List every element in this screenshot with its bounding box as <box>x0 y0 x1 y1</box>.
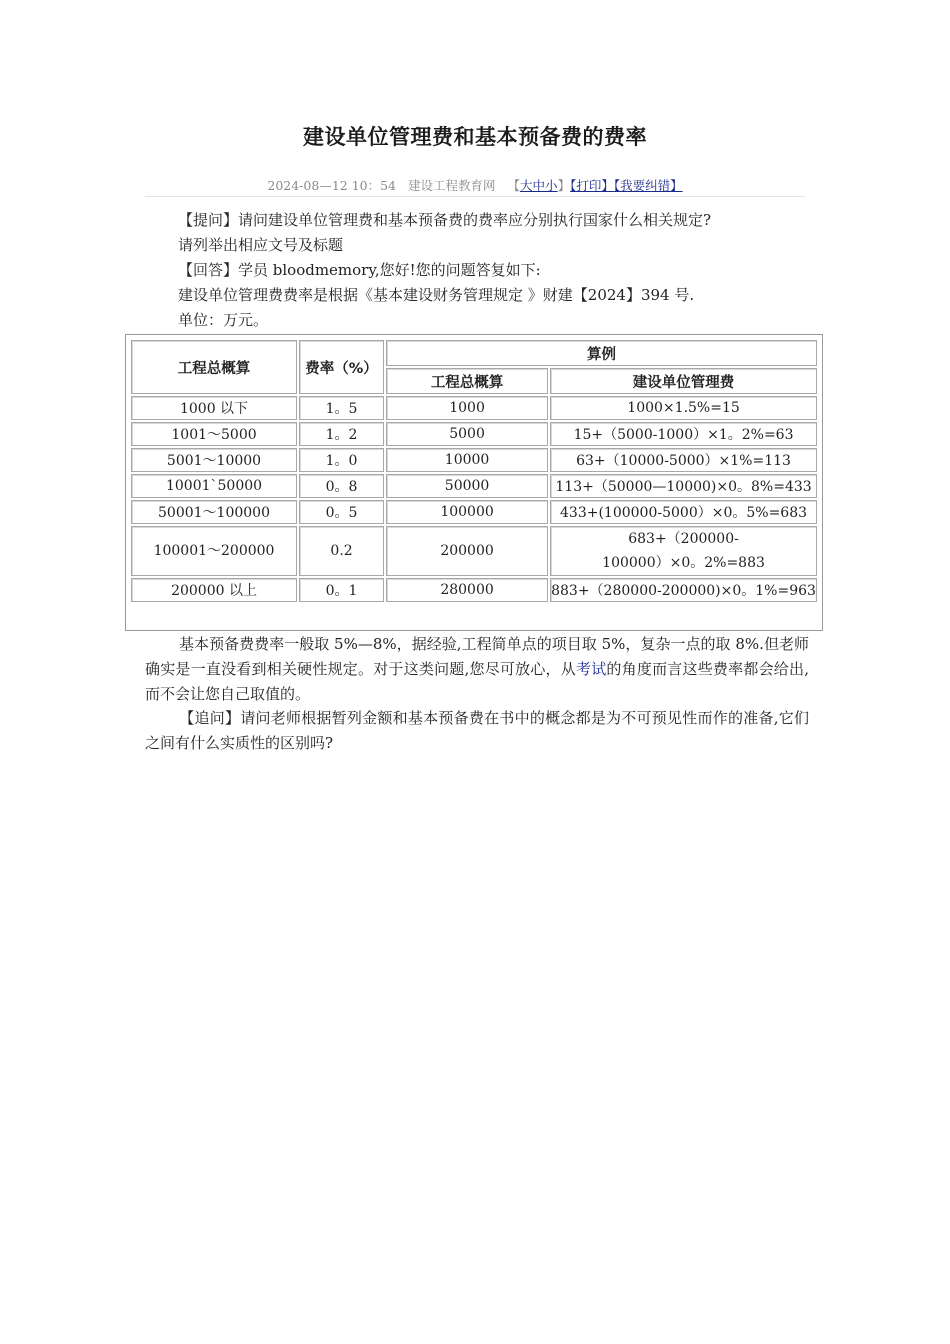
cell-total: 10000 <box>386 448 548 472</box>
publish-datetime: 2024-08—12 10：54 <box>267 178 397 193</box>
cell-range: 5001～10000 <box>131 448 297 472</box>
cell-total: 280000 <box>386 578 548 602</box>
cell-fee-line-1: 683+（200000- <box>628 531 739 547</box>
size-bracket-close: 】 <box>557 178 571 193</box>
size-bracket-open: 【 <box>507 178 521 193</box>
article-meta <box>145 176 805 194</box>
header-example-total: 工程总概算 <box>386 368 548 394</box>
unit-line: 单位：万元。 <box>178 311 269 329</box>
article-title: 建设单位管理费和基本预备费的费率 <box>303 125 647 149</box>
exam-link[interactable]: 考试 <box>575 660 607 678</box>
header-total-estimate: 工程总概算 <box>131 340 297 394</box>
cell-fee: 1000×1.5%=15 <box>550 396 817 420</box>
cell-rate: 1。0 <box>299 448 384 472</box>
cell-fee: 113+（50000—10000)×0。8%=433 <box>550 474 817 498</box>
question-line-2: 请列举出相应文号及标题 <box>178 236 344 254</box>
table-row <box>131 474 817 498</box>
font-size-link[interactable]: 大中小 <box>520 178 558 193</box>
cell-range: 1001～5000 <box>131 422 297 446</box>
followup-text: 【追问】请问老师根据暂列金额和基本预备费在书中的概念都是为不可预见性而作的准备,它们之间有什么实质性的区别吗? <box>145 709 809 752</box>
cell-fee <box>550 526 817 576</box>
cell-range: 200000 以上 <box>131 578 297 602</box>
rate-table <box>129 338 819 604</box>
cell-total: 1000 <box>386 396 548 420</box>
answer-paragraph-text-a: 基本预备费费率一般取 5%—8%，据经验,工程简单点的项目取 5%，复杂一点的取 8%.但老师确实是一直没看到相关硬性规定。对于这类问题,您尽可放心，从 <box>145 635 809 678</box>
table-row <box>131 526 817 576</box>
answer-paragraph-text-b: 的角度而言这些费率都会给出,而不会让您自己取值的。 <box>145 660 809 703</box>
cell-rate: 1。5 <box>299 396 384 420</box>
cell-range: 100001～200000 <box>131 526 297 576</box>
table-row <box>131 396 817 420</box>
cell-rate: 1。2 <box>299 422 384 446</box>
cell-total: 50000 <box>386 474 548 498</box>
cell-fee: 15+（5000-1000）×1。2%=63 <box>550 422 817 446</box>
cell-fee-line-2: 100000）×0。2%=883 <box>602 555 765 571</box>
cell-fee: 883+（280000-200000)×0。1%=963 <box>550 578 817 602</box>
answer-line-1: 【回答】学员 bloodmemory,您好!您的问题答复如下: <box>178 261 541 279</box>
cell-total: 100000 <box>386 500 548 524</box>
table-row <box>131 422 817 446</box>
print-link[interactable]: 【打印】 <box>570 178 614 193</box>
source-name: 建设工程教育网 <box>408 178 496 193</box>
header-rate: 费率（%） <box>299 340 384 394</box>
cell-range: 10001`50000 <box>131 474 297 498</box>
cell-total: 200000 <box>386 526 548 576</box>
cell-range: 1000 以下 <box>131 396 297 420</box>
cell-rate: 0。8 <box>299 474 384 498</box>
table-row <box>131 448 817 472</box>
table-row <box>131 500 817 524</box>
cell-rate: 0。5 <box>299 500 384 524</box>
meta-divider <box>145 196 805 197</box>
header-example-group: 算例 <box>386 340 817 366</box>
table-row <box>131 578 817 602</box>
answer-line-2: 建设单位管理费费率是根据《基本建设财务管理规定 》财建【2024】394 号. <box>178 286 695 304</box>
cell-range: 50001～100000 <box>131 500 297 524</box>
cell-fee: 433+(100000-5000）×0。5%=683 <box>550 500 817 524</box>
rate-table-frame <box>125 334 823 631</box>
followup-paragraph <box>145 706 809 756</box>
header-example-fee: 建设单位管理费 <box>550 368 817 394</box>
cell-fee: 63+（10000-5000）×1%=113 <box>550 448 817 472</box>
question-line-1: 【提问】请问建设单位管理费和基本预备费的费率应分别执行国家什么相关规定? <box>178 211 712 229</box>
report-error-link[interactable]: 【我要纠错】 <box>613 178 683 193</box>
cell-rate: 0.2 <box>299 526 384 576</box>
cell-rate: 0。1 <box>299 578 384 602</box>
answer-paragraph <box>145 632 809 707</box>
cell-total: 5000 <box>386 422 548 446</box>
